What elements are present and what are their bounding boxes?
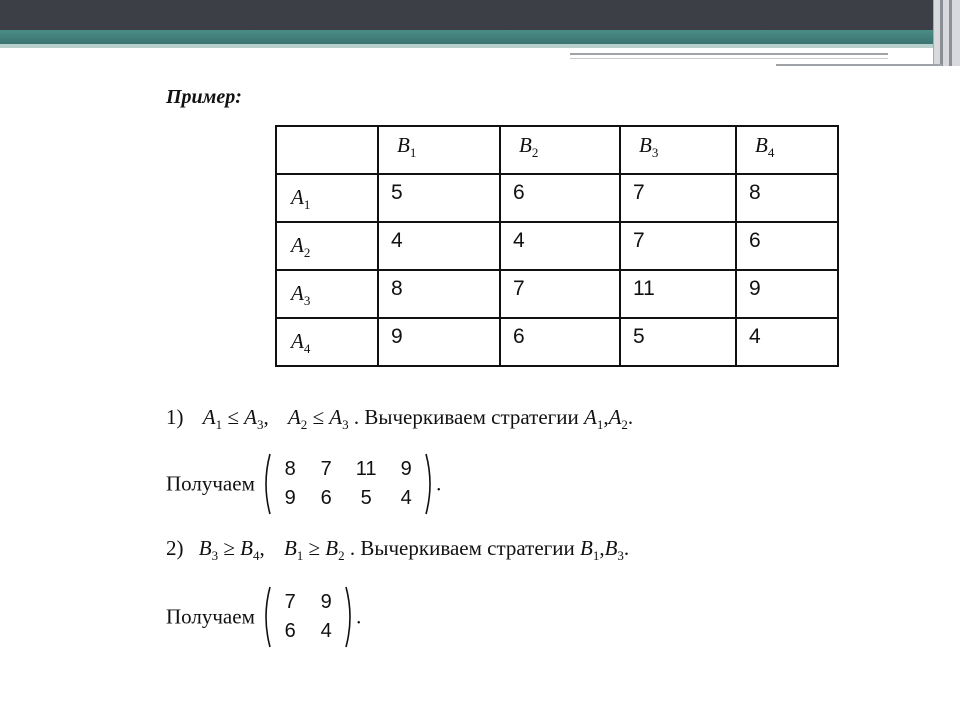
step-text: . Вычеркиваем стратегии <box>353 405 579 429</box>
step1-line: 1) $A_1 \le A_3$, $A_2 \le A_3$ . Вычеркиваем стратегии $A_1,A_2$. <box>166 405 634 433</box>
decor-line <box>570 58 888 59</box>
table-row <box>276 270 838 318</box>
expr: $A_3$ <box>244 405 264 433</box>
left-paren-icon <box>260 452 272 516</box>
col-header: $B_3$ <box>620 126 736 174</box>
expr: $A_1$ <box>584 405 604 433</box>
corner-cell <box>276 126 378 174</box>
result-label: Получаем <box>166 471 255 496</box>
table-row <box>276 318 838 366</box>
table-header-row <box>276 126 838 174</box>
expr: $A_2$ <box>608 405 628 433</box>
table-cell: 6 <box>736 222 838 270</box>
table-row <box>276 222 838 270</box>
table-cell: 6 <box>500 318 620 366</box>
right-paren-icon <box>344 585 356 649</box>
expr: $A_2$ <box>287 405 308 433</box>
row-header: $A_3$ <box>276 270 378 318</box>
decor-line <box>776 64 942 66</box>
result-label: Получаем <box>166 604 255 629</box>
slide-top-bar <box>0 0 960 30</box>
operator: ≥ <box>223 536 235 560</box>
matrix-grid: 7 9 6 4 <box>284 591 332 642</box>
table-cell: 6 <box>500 174 620 222</box>
expr: $B_3$ <box>198 536 219 564</box>
col-header: $B_4$ <box>736 126 838 174</box>
table-cell: 8 <box>378 270 500 318</box>
operator: ≤ <box>312 405 325 429</box>
col-header: $B_1$ <box>378 126 500 174</box>
separator: , <box>263 405 269 429</box>
separator: , <box>259 536 265 560</box>
row-header: $A_4$ <box>276 318 378 366</box>
table-cell: 4 <box>736 318 838 366</box>
table-cell: 8 <box>736 174 838 222</box>
table-cell: 5 <box>378 174 500 222</box>
expr: $A_3$ <box>329 405 349 433</box>
payoff-table <box>275 125 839 367</box>
table-cell: 7 <box>620 174 736 222</box>
slide-accent-shadow <box>0 44 960 48</box>
window-scrollbar[interactable] <box>933 0 960 66</box>
table-cell: 9 <box>736 270 838 318</box>
right-paren-icon <box>424 452 436 516</box>
operator: ≥ <box>308 536 321 560</box>
table-cell: 4 <box>378 222 500 270</box>
result2-line: Получаем 7 9 6 4 . <box>166 585 361 649</box>
table-cell: 5 <box>620 318 736 366</box>
table-cell: 11 <box>620 270 736 318</box>
table-cell: 9 <box>378 318 500 366</box>
slide-accent-band <box>0 30 960 44</box>
table-cell: 4 <box>500 222 620 270</box>
example-title: Пример: <box>166 86 242 108</box>
col-header: $B_2$ <box>500 126 620 174</box>
left-paren-icon <box>260 585 272 649</box>
matrix-grid: 8 7 11 9 9 6 5 4 <box>284 458 412 509</box>
row-header: $A_2$ <box>276 222 378 270</box>
expr: $B_2$ <box>325 536 345 564</box>
step-text: . Вычеркиваем стратегии <box>349 536 575 560</box>
table-row <box>276 174 838 222</box>
expr: $B_1$ <box>580 536 600 564</box>
decor-line <box>570 53 888 55</box>
result-matrix <box>260 585 356 649</box>
table-cell: 7 <box>620 222 736 270</box>
step2-line: 2) $B_3 \ge B_4$, $B_1 \ge B_2$ . Вычеркиваем стратегии $B_1,B_3$. <box>166 536 630 564</box>
expr: $B_3$ <box>604 536 624 564</box>
operator: ≤ <box>227 405 239 429</box>
step-number: 1) <box>166 405 184 429</box>
result-matrix <box>260 452 436 516</box>
step-number: 2) <box>166 536 184 560</box>
result1-line: Получаем 8 7 11 9 9 6 5 4 . <box>166 452 441 516</box>
expr: $A_1$ <box>202 405 223 433</box>
row-header: $A_1$ <box>276 174 378 222</box>
expr: $B_4$ <box>240 536 260 564</box>
expr: $B_1$ <box>283 536 304 564</box>
table-cell: 7 <box>500 270 620 318</box>
